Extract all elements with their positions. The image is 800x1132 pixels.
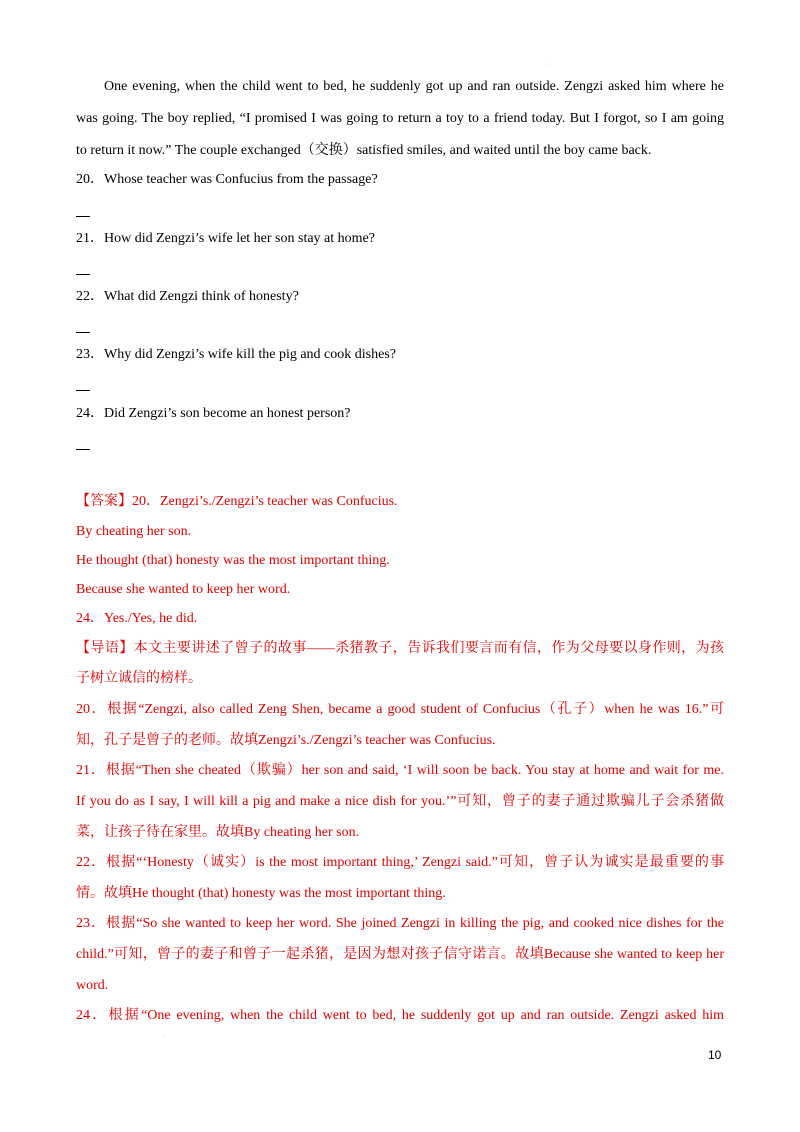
scan-dot: ·	[162, 1034, 164, 1040]
passage-line-2: was going. The boy replied, “I promised I was going to return a toy to a friend today. But I forgot, so I am going	[76, 111, 724, 126]
answer-blank-23[interactable]	[76, 390, 90, 391]
explanation-22-line-2: 情。故填He thought (that) honesty was the most important thing.	[76, 886, 446, 901]
question-20: 20．Whose teacher was Confucius from the passage?	[76, 172, 378, 187]
passage-line-3: to return it now.” The couple exchanged（交换）satisfied smiles, and waited until the boy came back.	[76, 143, 652, 158]
question-21: 21．How did Zengzi’s wife let her son stay at home?	[76, 231, 375, 246]
answer-blank-21[interactable]	[76, 274, 90, 275]
explanation-21-line-3: 菜，让孩子待在家里。故填By cheating her son.	[76, 825, 360, 840]
explanation-23-line-2: child.”可知，曾子的妻子和曾子一起杀猪，是因为想对孩子信守诺言。故填Because she wanted to keep her	[76, 947, 724, 962]
explanation-21-line-2: If you do as I say, I will kill a pig and make a nice dish for you.’”可知，曾子的妻子通过欺骗儿子会杀猪做	[76, 794, 724, 809]
answer-blank-24[interactable]	[76, 449, 90, 450]
explanation-21-line-1: 21．根据“Then she cheated（欺骗）her son and said, ‘I will soon be back. You stay at home and wait for me.	[76, 763, 724, 778]
guide-line-1: 【导语】本文主要讲述了曾子的故事——杀猪教子，告诉我们要言而有信，作为父母要以身作则，为孩	[76, 641, 724, 656]
question-23: 23．Why did Zengzi’s wife kill the pig and cook dishes?	[76, 347, 396, 362]
page-number: 10	[708, 1048, 722, 1062]
answer-blank-22[interactable]	[76, 332, 90, 333]
explanation-24-line-1: 24．根据“One evening, when the child went to bed, he suddenly got up and ran outside. Zengzi asked him	[76, 1008, 724, 1023]
explanation-20-line-2: 知，孔子是曾子的老师。故填Zengzi’s./Zengzi’s teacher was Confucius.	[76, 733, 496, 748]
guide-line-2: 子树立诚信的榜样。	[76, 671, 202, 686]
explanation-23-line-3: word.	[76, 978, 109, 993]
question-24: 24．Did Zengzi’s son become an honest person?	[76, 406, 351, 421]
passage-line-1: One evening, when the child went to bed, he suddenly got up and ran outside. Zengzi asked him where he	[104, 79, 724, 94]
explanation-22-line-1: 22．根据“‘Honesty（诚实）is the most important thing,’ Zengzi said.”可知，曾子认为诚实是最重要的事	[76, 855, 724, 870]
answer-line-4: Because she wanted to keep her word.	[76, 582, 291, 597]
answer-line-1: 【答案】20．Zengzi’s./Zengzi’s teacher was Confucius.	[76, 494, 398, 509]
scan-dot: ·	[548, 62, 550, 68]
question-22: 22．What did Zengzi think of honesty?	[76, 289, 299, 304]
explanation-20-line-1: 20．根据“Zengzi, also called Zeng Shen, became a good student of Confucius（孔子）when he was 16.”可	[76, 702, 724, 717]
answer-line-3: He thought (that) honesty was the most important thing.	[76, 553, 390, 568]
explanation-23-line-1: 23．根据“So she wanted to keep her word. She joined Zengzi in killing the pig, and cooked nice dishes for the	[76, 916, 724, 931]
answer-line-2: By cheating her son.	[76, 524, 192, 539]
answer-blank-20[interactable]	[76, 216, 90, 217]
answer-line-5: 24．Yes./Yes, he did.	[76, 611, 198, 626]
